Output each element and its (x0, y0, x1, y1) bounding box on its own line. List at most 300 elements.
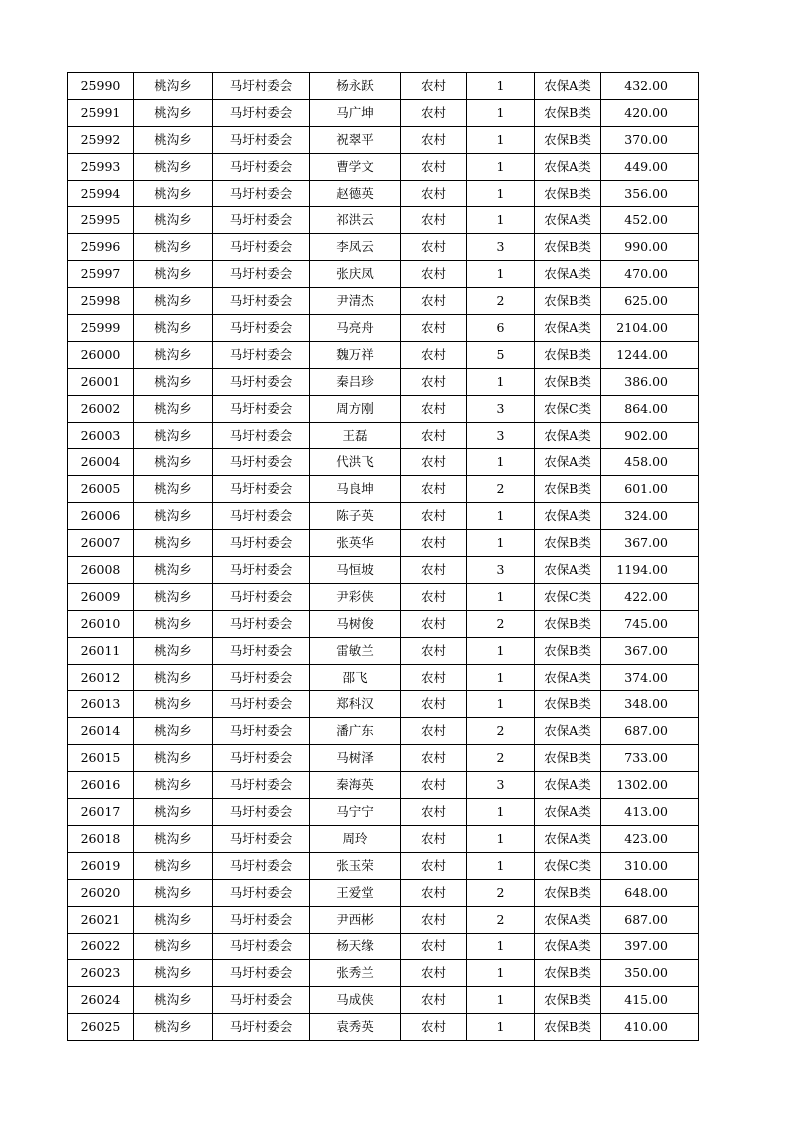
village-committee-cell: 马圩村委会 (213, 987, 310, 1014)
person-name-cell: 马宁宁 (310, 799, 401, 826)
village-committee-cell: 马圩村委会 (213, 449, 310, 476)
village-committee-cell: 马圩村委会 (213, 745, 310, 772)
record-id-cell: 26009 (68, 583, 134, 610)
table-body (68, 73, 699, 1041)
member-count-cell: 3 (467, 395, 535, 422)
township-cell: 桃沟乡 (134, 1014, 213, 1041)
amount-cell: 350.00 (601, 960, 699, 987)
record-id-cell: 26016 (68, 772, 134, 799)
village-committee-cell: 马圩村委会 (213, 906, 310, 933)
person-name-cell: 魏万祥 (310, 341, 401, 368)
person-name-cell: 张玉荣 (310, 852, 401, 879)
person-name-cell: 祁洪云 (310, 207, 401, 234)
member-count-cell: 2 (467, 745, 535, 772)
person-name-cell: 周玲 (310, 825, 401, 852)
amount-cell: 423.00 (601, 825, 699, 852)
table-row (68, 234, 699, 261)
insurance-category-cell: 农保A类 (535, 315, 601, 342)
person-name-cell: 张英华 (310, 530, 401, 557)
township-cell: 桃沟乡 (134, 73, 213, 100)
household-type-cell: 农村 (401, 879, 467, 906)
table-row (68, 449, 699, 476)
village-committee-cell: 马圩村委会 (213, 99, 310, 126)
amount-cell: 1244.00 (601, 341, 699, 368)
household-type-cell: 农村 (401, 180, 467, 207)
table-row (68, 691, 699, 718)
insurance-category-cell: 农保A类 (535, 503, 601, 530)
table-row (68, 664, 699, 691)
township-cell: 桃沟乡 (134, 772, 213, 799)
member-count-cell: 1 (467, 799, 535, 826)
record-id-cell: 26008 (68, 557, 134, 584)
village-committee-cell: 马圩村委会 (213, 691, 310, 718)
insurance-category-cell: 农保A类 (535, 718, 601, 745)
household-type-cell: 农村 (401, 745, 467, 772)
village-committee-cell: 马圩村委会 (213, 825, 310, 852)
person-name-cell: 马成侠 (310, 987, 401, 1014)
village-committee-cell: 马圩村委会 (213, 610, 310, 637)
amount-cell: 745.00 (601, 610, 699, 637)
amount-cell: 864.00 (601, 395, 699, 422)
household-type-cell: 农村 (401, 852, 467, 879)
table-row (68, 530, 699, 557)
member-count-cell: 2 (467, 879, 535, 906)
township-cell: 桃沟乡 (134, 879, 213, 906)
member-count-cell: 1 (467, 153, 535, 180)
amount-cell: 902.00 (601, 422, 699, 449)
member-count-cell: 1 (467, 73, 535, 100)
member-count-cell: 2 (467, 906, 535, 933)
person-name-cell: 赵德英 (310, 180, 401, 207)
member-count-cell: 1 (467, 960, 535, 987)
amount-cell: 452.00 (601, 207, 699, 234)
village-committee-cell: 马圩村委会 (213, 153, 310, 180)
record-id-cell: 26005 (68, 476, 134, 503)
record-id-cell: 26017 (68, 799, 134, 826)
amount-cell: 415.00 (601, 987, 699, 1014)
insurance-category-cell: 农保A类 (535, 261, 601, 288)
record-id-cell: 26004 (68, 449, 134, 476)
household-type-cell: 农村 (401, 99, 467, 126)
village-committee-cell: 马圩村委会 (213, 799, 310, 826)
member-count-cell: 1 (467, 99, 535, 126)
township-cell: 桃沟乡 (134, 449, 213, 476)
household-type-cell: 农村 (401, 933, 467, 960)
amount-cell: 413.00 (601, 799, 699, 826)
household-type-cell: 农村 (401, 664, 467, 691)
table-row (68, 368, 699, 395)
person-name-cell: 邵飞 (310, 664, 401, 691)
township-cell: 桃沟乡 (134, 960, 213, 987)
member-count-cell: 1 (467, 207, 535, 234)
member-count-cell: 3 (467, 234, 535, 261)
township-cell: 桃沟乡 (134, 718, 213, 745)
household-type-cell: 农村 (401, 234, 467, 261)
record-id-cell: 25991 (68, 99, 134, 126)
person-name-cell: 尹清杰 (310, 288, 401, 315)
insurance-category-cell: 农保B类 (535, 341, 601, 368)
amount-cell: 458.00 (601, 449, 699, 476)
member-count-cell: 1 (467, 530, 535, 557)
amount-cell: 2104.00 (601, 315, 699, 342)
record-id-cell: 25998 (68, 288, 134, 315)
household-type-cell: 农村 (401, 906, 467, 933)
village-committee-cell: 马圩村委会 (213, 261, 310, 288)
insurance-category-cell: 农保A类 (535, 799, 601, 826)
records-table (67, 72, 699, 1041)
table-row (68, 852, 699, 879)
person-name-cell: 王磊 (310, 422, 401, 449)
household-type-cell: 农村 (401, 1014, 467, 1041)
member-count-cell: 1 (467, 261, 535, 288)
township-cell: 桃沟乡 (134, 99, 213, 126)
village-committee-cell: 马圩村委会 (213, 288, 310, 315)
township-cell: 桃沟乡 (134, 906, 213, 933)
household-type-cell: 农村 (401, 73, 467, 100)
record-id-cell: 25996 (68, 234, 134, 261)
insurance-category-cell: 农保B类 (535, 180, 601, 207)
insurance-category-cell: 农保A类 (535, 825, 601, 852)
household-type-cell: 农村 (401, 476, 467, 503)
amount-cell: 1194.00 (601, 557, 699, 584)
person-name-cell: 秦吕珍 (310, 368, 401, 395)
village-committee-cell: 马圩村委会 (213, 583, 310, 610)
record-id-cell: 26024 (68, 987, 134, 1014)
member-count-cell: 2 (467, 610, 535, 637)
person-name-cell: 周方刚 (310, 395, 401, 422)
table-row (68, 288, 699, 315)
table-row (68, 772, 699, 799)
amount-cell: 420.00 (601, 99, 699, 126)
township-cell: 桃沟乡 (134, 664, 213, 691)
township-cell: 桃沟乡 (134, 261, 213, 288)
amount-cell: 310.00 (601, 852, 699, 879)
insurance-category-cell: 农保B类 (535, 126, 601, 153)
amount-cell: 410.00 (601, 1014, 699, 1041)
township-cell: 桃沟乡 (134, 153, 213, 180)
amount-cell: 470.00 (601, 261, 699, 288)
person-name-cell: 李凤云 (310, 234, 401, 261)
township-cell: 桃沟乡 (134, 799, 213, 826)
household-type-cell: 农村 (401, 987, 467, 1014)
amount-cell: 370.00 (601, 126, 699, 153)
table-row (68, 207, 699, 234)
amount-cell: 367.00 (601, 530, 699, 557)
member-count-cell: 1 (467, 637, 535, 664)
village-committee-cell: 马圩村委会 (213, 933, 310, 960)
person-name-cell: 马广坤 (310, 99, 401, 126)
township-cell: 桃沟乡 (134, 234, 213, 261)
member-count-cell: 1 (467, 180, 535, 207)
insurance-category-cell: 农保B类 (535, 691, 601, 718)
record-id-cell: 26018 (68, 825, 134, 852)
record-id-cell: 25997 (68, 261, 134, 288)
village-committee-cell: 马圩村委会 (213, 422, 310, 449)
household-type-cell: 农村 (401, 207, 467, 234)
household-type-cell: 农村 (401, 960, 467, 987)
member-count-cell: 3 (467, 422, 535, 449)
table-row (68, 1014, 699, 1041)
amount-cell: 648.00 (601, 879, 699, 906)
village-committee-cell: 马圩村委会 (213, 503, 310, 530)
table-row (68, 960, 699, 987)
table-row (68, 99, 699, 126)
member-count-cell: 1 (467, 449, 535, 476)
record-id-cell: 26003 (68, 422, 134, 449)
table-row (68, 745, 699, 772)
village-committee-cell: 马圩村委会 (213, 180, 310, 207)
person-name-cell: 雷敏兰 (310, 637, 401, 664)
table-row (68, 395, 699, 422)
village-committee-cell: 马圩村委会 (213, 126, 310, 153)
village-committee-cell: 马圩村委会 (213, 530, 310, 557)
amount-cell: 449.00 (601, 153, 699, 180)
table-row (68, 906, 699, 933)
person-name-cell: 尹彩侠 (310, 583, 401, 610)
village-committee-cell: 马圩村委会 (213, 852, 310, 879)
amount-cell: 1302.00 (601, 772, 699, 799)
table-row (68, 825, 699, 852)
amount-cell: 733.00 (601, 745, 699, 772)
person-name-cell: 秦海英 (310, 772, 401, 799)
insurance-category-cell: 农保B类 (535, 960, 601, 987)
person-name-cell: 马树俊 (310, 610, 401, 637)
record-id-cell: 25992 (68, 126, 134, 153)
person-name-cell: 张庆凤 (310, 261, 401, 288)
insurance-category-cell: 农保B类 (535, 610, 601, 637)
village-committee-cell: 马圩村委会 (213, 637, 310, 664)
amount-cell: 422.00 (601, 583, 699, 610)
insurance-category-cell: 农保B类 (535, 530, 601, 557)
village-committee-cell: 马圩村委会 (213, 879, 310, 906)
person-name-cell: 郑科汉 (310, 691, 401, 718)
household-type-cell: 农村 (401, 718, 467, 745)
member-count-cell: 2 (467, 476, 535, 503)
record-id-cell: 26014 (68, 718, 134, 745)
household-type-cell: 农村 (401, 637, 467, 664)
amount-cell: 432.00 (601, 73, 699, 100)
township-cell: 桃沟乡 (134, 476, 213, 503)
household-type-cell: 农村 (401, 530, 467, 557)
table-row (68, 503, 699, 530)
household-type-cell: 农村 (401, 610, 467, 637)
household-type-cell: 农村 (401, 799, 467, 826)
record-id-cell: 26019 (68, 852, 134, 879)
person-name-cell: 袁秀英 (310, 1014, 401, 1041)
township-cell: 桃沟乡 (134, 691, 213, 718)
village-committee-cell: 马圩村委会 (213, 73, 310, 100)
village-committee-cell: 马圩村委会 (213, 772, 310, 799)
amount-cell: 348.00 (601, 691, 699, 718)
table-row (68, 153, 699, 180)
member-count-cell: 1 (467, 583, 535, 610)
insurance-category-cell: 农保A类 (535, 449, 601, 476)
insurance-category-cell: 农保B类 (535, 879, 601, 906)
township-cell: 桃沟乡 (134, 207, 213, 234)
township-cell: 桃沟乡 (134, 637, 213, 664)
village-committee-cell: 马圩村委会 (213, 664, 310, 691)
insurance-category-cell: 农保A类 (535, 557, 601, 584)
record-id-cell: 26007 (68, 530, 134, 557)
township-cell: 桃沟乡 (134, 583, 213, 610)
table-row (68, 73, 699, 100)
township-cell: 桃沟乡 (134, 368, 213, 395)
member-count-cell: 3 (467, 772, 535, 799)
township-cell: 桃沟乡 (134, 610, 213, 637)
member-count-cell: 1 (467, 691, 535, 718)
person-name-cell: 曹学文 (310, 153, 401, 180)
member-count-cell: 1 (467, 503, 535, 530)
insurance-category-cell: 农保B类 (535, 99, 601, 126)
township-cell: 桃沟乡 (134, 825, 213, 852)
township-cell: 桃沟乡 (134, 557, 213, 584)
record-id-cell: 25993 (68, 153, 134, 180)
insurance-category-cell: 农保A类 (535, 207, 601, 234)
village-committee-cell: 马圩村委会 (213, 368, 310, 395)
township-cell: 桃沟乡 (134, 422, 213, 449)
record-id-cell: 26012 (68, 664, 134, 691)
table-row (68, 610, 699, 637)
table-row (68, 422, 699, 449)
amount-cell: 356.00 (601, 180, 699, 207)
household-type-cell: 农村 (401, 825, 467, 852)
household-type-cell: 农村 (401, 772, 467, 799)
table-row (68, 799, 699, 826)
insurance-category-cell: 农保B类 (535, 1014, 601, 1041)
person-name-cell: 代洪飞 (310, 449, 401, 476)
household-type-cell: 农村 (401, 288, 467, 315)
insurance-category-cell: 农保B类 (535, 987, 601, 1014)
amount-cell: 687.00 (601, 906, 699, 933)
amount-cell: 397.00 (601, 933, 699, 960)
record-id-cell: 26006 (68, 503, 134, 530)
insurance-category-cell: 农保B类 (535, 288, 601, 315)
household-type-cell: 农村 (401, 503, 467, 530)
household-type-cell: 农村 (401, 395, 467, 422)
household-type-cell: 农村 (401, 341, 467, 368)
record-id-cell: 26021 (68, 906, 134, 933)
township-cell: 桃沟乡 (134, 530, 213, 557)
member-count-cell: 1 (467, 1014, 535, 1041)
insurance-category-cell: 农保B类 (535, 368, 601, 395)
member-count-cell: 1 (467, 987, 535, 1014)
member-count-cell: 2 (467, 718, 535, 745)
table-row (68, 987, 699, 1014)
township-cell: 桃沟乡 (134, 180, 213, 207)
table-row (68, 315, 699, 342)
insurance-category-cell: 农保A类 (535, 906, 601, 933)
record-id-cell: 25994 (68, 180, 134, 207)
member-count-cell: 1 (467, 664, 535, 691)
household-type-cell: 农村 (401, 583, 467, 610)
household-type-cell: 农村 (401, 261, 467, 288)
member-count-cell: 6 (467, 315, 535, 342)
record-id-cell: 26022 (68, 933, 134, 960)
insurance-category-cell: 农保C类 (535, 395, 601, 422)
table-row (68, 933, 699, 960)
household-type-cell: 农村 (401, 368, 467, 395)
record-id-cell: 26000 (68, 341, 134, 368)
person-name-cell: 马亮舟 (310, 315, 401, 342)
insurance-category-cell: 农保B类 (535, 476, 601, 503)
person-name-cell: 祝翠平 (310, 126, 401, 153)
person-name-cell: 杨永跃 (310, 73, 401, 100)
household-type-cell: 农村 (401, 449, 467, 476)
amount-cell: 324.00 (601, 503, 699, 530)
member-count-cell: 1 (467, 852, 535, 879)
township-cell: 桃沟乡 (134, 341, 213, 368)
household-type-cell: 农村 (401, 315, 467, 342)
person-name-cell: 尹西彬 (310, 906, 401, 933)
record-id-cell: 26023 (68, 960, 134, 987)
township-cell: 桃沟乡 (134, 395, 213, 422)
township-cell: 桃沟乡 (134, 745, 213, 772)
table-row (68, 637, 699, 664)
person-name-cell: 王爱堂 (310, 879, 401, 906)
household-type-cell: 农村 (401, 126, 467, 153)
amount-cell: 374.00 (601, 664, 699, 691)
record-id-cell: 25990 (68, 73, 134, 100)
record-id-cell: 25995 (68, 207, 134, 234)
village-committee-cell: 马圩村委会 (213, 207, 310, 234)
table-row (68, 341, 699, 368)
insurance-category-cell: 农保A类 (535, 73, 601, 100)
person-name-cell: 陈子英 (310, 503, 401, 530)
member-count-cell: 5 (467, 341, 535, 368)
member-count-cell: 1 (467, 368, 535, 395)
township-cell: 桃沟乡 (134, 315, 213, 342)
insurance-category-cell: 农保C类 (535, 583, 601, 610)
amount-cell: 687.00 (601, 718, 699, 745)
amount-cell: 601.00 (601, 476, 699, 503)
village-committee-cell: 马圩村委会 (213, 476, 310, 503)
insurance-category-cell: 农保A类 (535, 772, 601, 799)
village-committee-cell: 马圩村委会 (213, 1014, 310, 1041)
household-type-cell: 农村 (401, 422, 467, 449)
person-name-cell: 马良坤 (310, 476, 401, 503)
person-name-cell: 杨天缘 (310, 933, 401, 960)
village-committee-cell: 马圩村委会 (213, 315, 310, 342)
village-committee-cell: 马圩村委会 (213, 718, 310, 745)
table-row (68, 261, 699, 288)
insurance-category-cell: 农保C类 (535, 852, 601, 879)
record-id-cell: 25999 (68, 315, 134, 342)
record-id-cell: 26020 (68, 879, 134, 906)
table-row (68, 557, 699, 584)
table-row (68, 718, 699, 745)
village-committee-cell: 马圩村委会 (213, 395, 310, 422)
table-row (68, 879, 699, 906)
table-row (68, 180, 699, 207)
amount-cell: 990.00 (601, 234, 699, 261)
record-id-cell: 26013 (68, 691, 134, 718)
record-id-cell: 26010 (68, 610, 134, 637)
township-cell: 桃沟乡 (134, 933, 213, 960)
table-row (68, 583, 699, 610)
insurance-category-cell: 农保B类 (535, 637, 601, 664)
record-id-cell: 26025 (68, 1014, 134, 1041)
amount-cell: 386.00 (601, 368, 699, 395)
township-cell: 桃沟乡 (134, 503, 213, 530)
table-row (68, 476, 699, 503)
member-count-cell: 1 (467, 933, 535, 960)
village-committee-cell: 马圩村委会 (213, 557, 310, 584)
township-cell: 桃沟乡 (134, 987, 213, 1014)
member-count-cell: 2 (467, 288, 535, 315)
person-name-cell: 潘广东 (310, 718, 401, 745)
village-committee-cell: 马圩村委会 (213, 234, 310, 261)
member-count-cell: 1 (467, 126, 535, 153)
